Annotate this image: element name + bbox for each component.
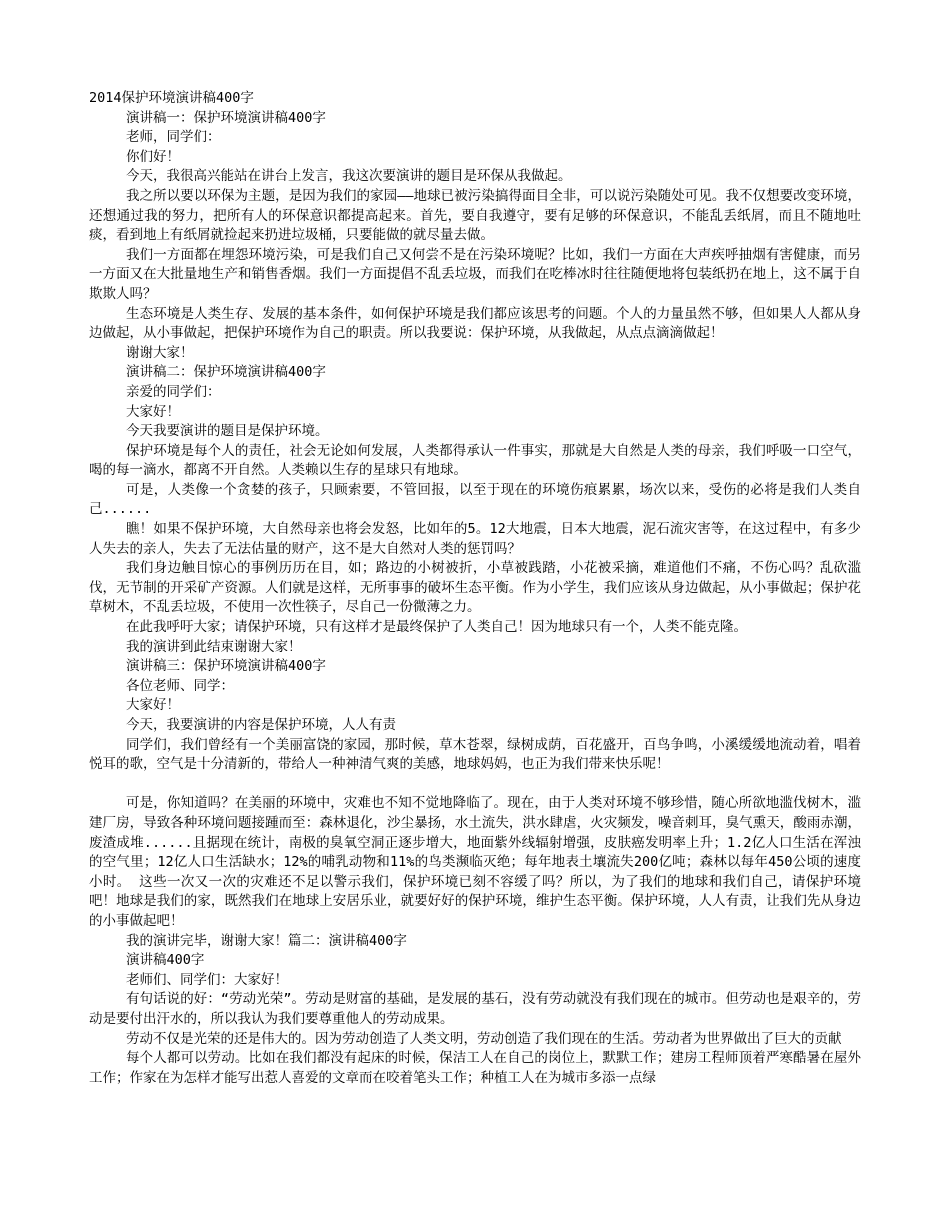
text-line: 今天，我很高兴能站在讲台上发言，我这次要演讲的题目是环保从我做起。	[126, 168, 572, 185]
text-line: 谢谢大家！	[126, 344, 194, 361]
text-line: 演讲稿400字	[126, 952, 205, 969]
paragraph: 可是，人类像一个贪婪的孩子，只顾索要，不管回报，以至于现在的环境伤痕累累，场次以来，受伤的必将是我们人类自己......	[89, 481, 861, 518]
paragraph: 可是，你知道吗？在美丽的环境中，灾难也不知不觉地降临了。现在，由于人类对环境不够珍惜，随心所欲地滥伐树木，滥建厂房，导致各种环境问题接踵而至：森林退化，沙尘暴扬，水土流失，洪水肆虐，火灾频发，噪音刺耳，臭气熏天，酸雨赤潮，废渣成堆......且据现在统计，南极的臭氧空洞正逐步增大，地面紫外线辐射增强，皮肤癌发明率上升；1.2亿人口生活在浑浊的空气里；12亿人口生活缺水；12%的哺乳动物和11%的鸟类濒临灭绝；每年地表土壤流失200亿吨；森林以每年450公顷的速度小时。 这些一次又一次的灾难还不足以警示我们，保护环境已刻不容缓了吗？所以，为了我们的地球和我们自己，请保护环境吧！地球是我们的家，既然我们在地球上安居乐业，就要好好的保护环境，维护生态平衡。保护环境，人人有责，让我们先从身边的小事做起吧！	[89, 795, 861, 929]
text-line: 演讲稿二：保护环境演讲稿400字	[126, 364, 326, 381]
paragraph: 有句话说的好：“劳动光荣”。劳动是财富的基础，是发展的基石，没有劳动就没有我们现在的城市。但劳动也是艰辛的，劳动是要付出汗水的，所以我认为我们要尊重他人的劳动成果。	[89, 991, 861, 1027]
paragraph: 劳动不仅是光荣的还是伟大的。因为劳动创造了人类文明，劳动创造了我们现在的生活。劳动者为世界做出了巨大的贡献	[126, 1030, 842, 1047]
text-line: 老师，同学们：	[126, 129, 221, 146]
blank-line	[89, 775, 861, 795]
paragraph: 每个人都可以劳动。比如在我们都没有起床的时候，保洁工人在自己的岗位上，默默工作；建房工程师顶着严寒酷暑在屋外工作；作家在为怎样才能写出惹人喜爱的文章而在咬着笔头工作；种植工人在为城市多添一点绿	[89, 1050, 861, 1086]
text-line: 演讲稿三：保护环境演讲稿400字	[126, 658, 326, 675]
text-line: 大家好！	[126, 697, 180, 714]
text-line: 我的演讲完毕，谢谢大家！篇二：演讲稿400字	[126, 932, 407, 949]
text-line: 大家好！	[126, 403, 180, 420]
text-line: 各位老师、同学：	[126, 677, 234, 694]
text-line: 亲爱的同学们：	[126, 383, 221, 400]
text-line: 今天我要演讲的题目是保护环境。	[126, 423, 329, 440]
document-title: 2014保护环境演讲稿400字	[89, 90, 254, 106]
text-line: 在此我呼吁大家；请保护环境，只有这样才是最终保护了人类自己！因为地球只有一个，人类不能克隆。	[126, 619, 747, 636]
paragraph: 保护环境是每个人的责任，社会无论如何发展，人类都得承认一件事实，那就是大自然是人类的母亲，我们呼吸一口空气，喝的每一滴水，都离不开自然。人类赖以生存的星球只有地球。	[89, 442, 861, 479]
text-line: 我的演讲到此结束谢谢大家！	[126, 638, 302, 655]
paragraph: 我们身边触目惊心的事例历历在目，如；路边的小树被折，小草被践踏，小花被采摘，难道他们不痛，不伤心吗？乱砍滥伐，无节制的开采矿产资源。人们就是这样，无所事事的破坏生态平衡。作为小学生，我们应该从身边做起，从小事做起；保护花草树木，不乱丢垃圾，不使用一次性筷子，尽自己一份微薄之力。	[89, 560, 861, 616]
text-line: 今天，我要演讲的内容是保护环境，人人有责	[126, 717, 396, 733]
text-line: 老师们、同学们：大家好！	[126, 971, 288, 988]
text-line: 演讲稿一：保护环境演讲稿400字	[126, 109, 326, 126]
paragraph: 瞧！如果不保护环境，大自然母亲也将会发怒，比如年的5。12大地震，日本大地震，泥石流灾害等，在这过程中，有多少人失去的亲人，失去了无法估量的财产，这不是大自然对人类的惩罚吗？	[89, 521, 861, 557]
paragraph: 同学们，我们曾经有一个美丽富饶的家园，那时候，草木苍翠，绿树成荫，百花盛开，百鸟争鸣，小溪缓缓地流动着，唱着悦耳的歌，空气是十分清新的，带给人一种神清气爽的美感，地球妈妈，也正为我们带来快乐呢！	[89, 736, 861, 773]
paragraph: 生态环境是人类生存、发展的基本条件，如何保护环境是我们都应该思考的问题。个人的力量虽然不够，但如果人人都从身边做起，从小事做起，把保护环境作为自己的职责。所以我要说：保护环境，从我做起，从点点滴滴做起！	[89, 305, 861, 342]
paragraph: 我们一方面都在埋怨环境污染，可是我们自己又何尝不是在污染环境呢？比如，我们一方面在大声疾呼抽烟有害健康，而另一方面又在大批量地生产和销售香烟。我们一方面提倡不乱丢垃圾，而我们在吃棒冰时往往随便地将包装纸扔在地上，这不属于自欺欺人吗？	[89, 246, 861, 302]
text-line: 你们好！	[126, 148, 180, 165]
paragraph: 我之所以要以环保为主题，是因为我们的家园——地球已被污染搞得面目全非，可以说污染随处可见。我不仅想要改变环境，还想通过我的努力，把所有人的环保意识都提高起来。首先，要自我遵守，要有足够的环保意识，不能乱丢纸屑，而且不随地吐痰，看到地上有纸屑就捡起来扔进垃圾桶，只要能做的就尽量去做。	[89, 187, 861, 244]
